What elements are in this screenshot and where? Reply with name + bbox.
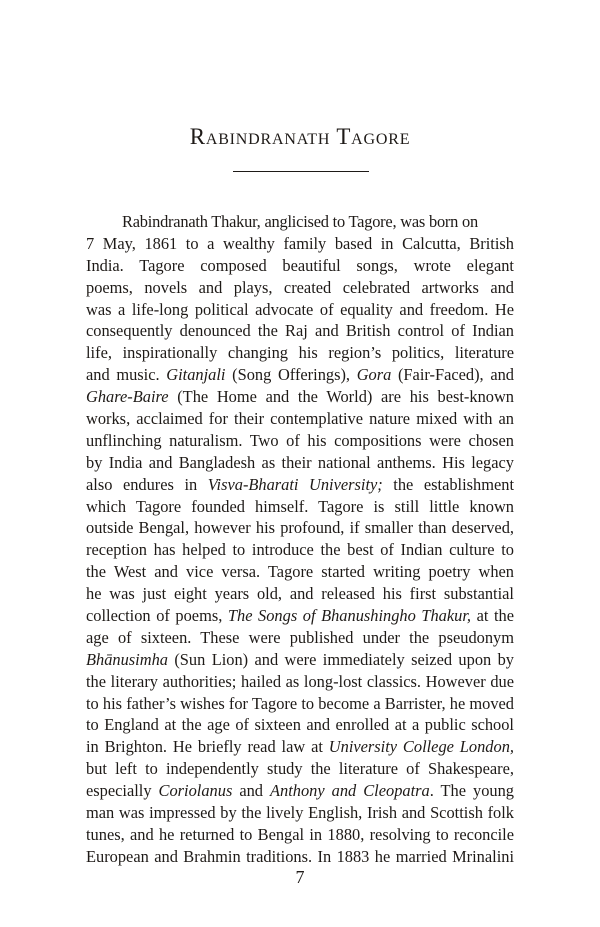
text-segment: (Fair-Faced), and bbox=[391, 365, 514, 385]
italic-title: University College London, bbox=[328, 737, 514, 757]
text-line bbox=[86, 386, 514, 408]
text-line bbox=[86, 605, 514, 627]
italic-title: Gitanjali bbox=[166, 365, 226, 385]
text-line bbox=[86, 364, 514, 386]
text-line: he was just eight years old, and released his first substantial bbox=[86, 584, 514, 604]
italic-title: Gora bbox=[356, 365, 392, 385]
text-line: but left to independently study the literature of Shakespeare, bbox=[86, 759, 514, 779]
italic-title: Visva-Bharati University; bbox=[207, 474, 383, 494]
text-line: consequently denounced the Raj and British control of Indian bbox=[86, 321, 514, 341]
text-segment: (The Home and the World) are his best-known bbox=[168, 387, 514, 407]
text-segment: the establishment bbox=[382, 474, 514, 494]
text-line: 7 May, 1861 to a wealthy family based in Calcutta, British bbox=[86, 233, 514, 253]
text-line: life, inspirationally changing his region’s politics, literature bbox=[86, 343, 514, 363]
text-line: to England at the age of sixteen and enrolled at a public school bbox=[86, 715, 514, 735]
text-line: outside Bengal, however his profound, if smaller than deserved, bbox=[86, 518, 514, 538]
text-line: unflinching naturalism. Two of his compositions were chosen bbox=[86, 430, 514, 450]
text-line: India. Tagore composed beautiful songs, wrote elegant bbox=[86, 255, 514, 275]
text-line bbox=[86, 649, 514, 671]
text-segment: also endures in bbox=[86, 474, 208, 494]
italic-title: The Songs of Bhanushingho Thakur, bbox=[227, 606, 471, 626]
text-segment: and music. bbox=[86, 365, 167, 385]
body-paragraph bbox=[86, 211, 514, 868]
text-line: tunes, and he returned to Bengal in 1880, resolving to reconcile bbox=[86, 824, 514, 844]
text-line bbox=[86, 736, 514, 758]
text-segment: especially bbox=[86, 781, 159, 801]
text-line: was a life-long political advocate of equality and freedom. He bbox=[86, 299, 514, 319]
title-divider bbox=[233, 171, 369, 172]
text-line bbox=[86, 780, 514, 802]
text-line bbox=[86, 474, 514, 496]
text-segment: and bbox=[232, 781, 271, 801]
text-segment: (Song Offerings), bbox=[225, 365, 357, 385]
text-segment: . The young bbox=[429, 781, 514, 801]
italic-title: Bhānusimha bbox=[86, 649, 168, 669]
italic-title: Coriolanus bbox=[158, 781, 233, 801]
text-line: the literary authorities; hailed as long-lost classics. However due bbox=[86, 671, 514, 691]
text-line: works, acclaimed for their contemplative nature mixed with an bbox=[86, 409, 514, 429]
chapter-title: Rabindranath Tagore bbox=[189, 124, 411, 149]
text-line: European and Brahmin traditions. In 1883 he married Mrinalini bbox=[86, 846, 514, 866]
text-line: which Tagore founded himself. Tagore is still little known bbox=[86, 496, 514, 516]
text-segment: collection of poems, bbox=[86, 606, 228, 626]
text-line: reception has helped to introduce the best of Indian culture to bbox=[86, 540, 514, 560]
text-line: age of sixteen. These were published under the pseudonym bbox=[86, 627, 514, 647]
italic-title: Anthony and Cleopatra bbox=[270, 781, 430, 801]
italic-title: Ghare-Baire bbox=[86, 387, 169, 407]
text-segment: in Brighton. He briefly read law at bbox=[86, 737, 329, 757]
text-line: to his father’s wishes for Tagore to become a Barrister, he moved bbox=[86, 693, 514, 713]
text-line: by India and Bangladesh as their national anthems. His legacy bbox=[86, 452, 514, 472]
text-line: Rabindranath Thakur, anglicised to Tagore, was born on bbox=[122, 212, 478, 231]
text-segment: (Sun Lion) and were immediately seized upon by bbox=[167, 649, 514, 669]
text-line: poems, novels and plays, created celebrated artworks and bbox=[86, 277, 514, 297]
text-line: the West and vice versa. Tagore started writing poetry when bbox=[86, 562, 514, 582]
page-number: 7 bbox=[295, 867, 305, 887]
text-segment: at the bbox=[471, 606, 514, 626]
text-line: man was impressed by the lively English, Irish and Scottish folk bbox=[86, 803, 514, 823]
